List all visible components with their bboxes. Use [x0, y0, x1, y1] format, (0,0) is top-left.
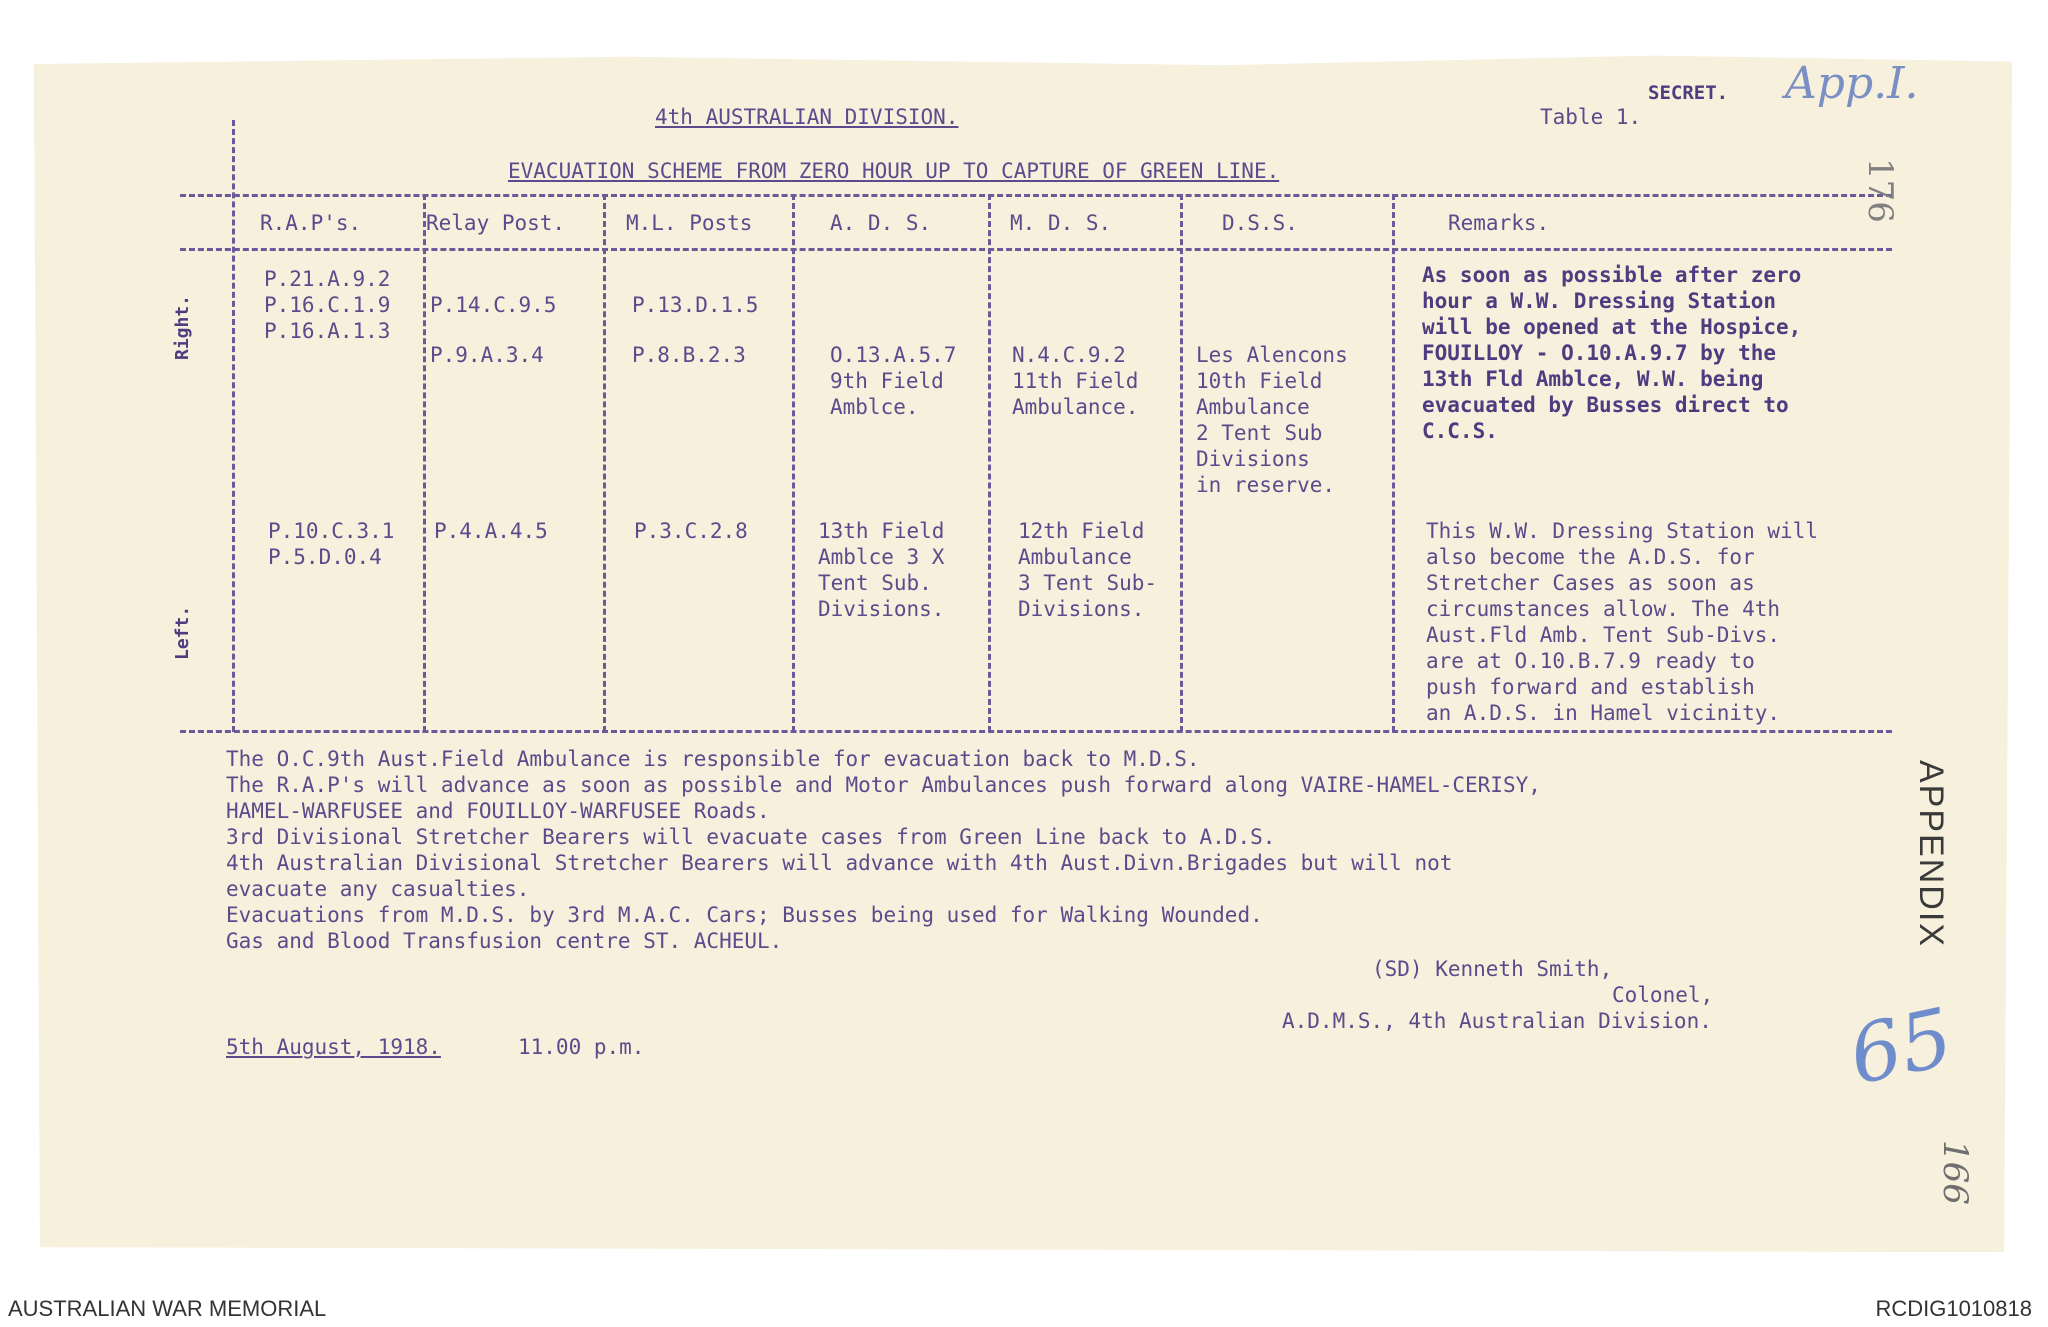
left-ml: P.3.C.2.8 [634, 519, 748, 543]
page-number-176: 176 [1860, 158, 1900, 223]
right-relay-1: P.14.C.9.5 [430, 293, 557, 317]
remarks-line: will be opened at the Hospice, [1422, 315, 1802, 339]
time-text: 11.00 p.m. [518, 1035, 645, 1059]
column-divider [988, 194, 991, 732]
page-number-166: 166 [1935, 1140, 1975, 1205]
ads-line: Amblce. [830, 395, 919, 419]
rap-entry: P.16.A.1.3 [264, 319, 391, 343]
note-line: HAMEL-WARFUSEE and FOUILLOY-WARFUSEE Roads. [226, 799, 770, 823]
remarks-line: push forward and establish [1426, 675, 1755, 699]
note-line: The R.A.P's will advance as soon as possible and Motor Ambulances push forward along VAIRE-HAMEL-CERISY, [226, 773, 1541, 797]
date-text: 5th August, 1918. [226, 1035, 441, 1059]
row-label-left: Left. [172, 605, 193, 660]
rap-entry: P.10.C.3.1 [268, 519, 395, 543]
remarks-line: an A.D.S. in Hamel vicinity. [1426, 701, 1781, 725]
remarks-line: This W.W. Dressing Station will [1426, 519, 1818, 543]
dss-line: Les Alencons [1196, 343, 1348, 367]
appendix-stamp: APPENDIX [1912, 760, 1950, 948]
note-line: 4th Australian Divisional Stretcher Bearers will advance with 4th Aust.Divn.Brigades but will not [226, 851, 1453, 875]
ads-line: Tent Sub. [818, 571, 932, 595]
signature-title: A.D.M.S., 4th Australian Division. [1282, 1009, 1712, 1033]
dss-line: Divisions [1196, 447, 1310, 471]
mds-line: Ambulance. [1012, 395, 1139, 419]
ads-line: Divisions. [818, 597, 945, 621]
mds-line: N.4.C.9.2 [1012, 343, 1126, 367]
column-divider [1180, 194, 1183, 732]
column-divider [1392, 194, 1395, 732]
dss-line: Ambulance [1196, 395, 1310, 419]
col-header-dss: D.S.S. [1222, 211, 1298, 235]
remarks-line: As soon as possible after zero [1422, 263, 1802, 287]
table-left-border [232, 120, 235, 732]
right-ml-1: P.13.D.1.5 [632, 293, 759, 317]
note-line: 3rd Divisional Stretcher Bearers will evacuate cases from Green Line back to A.D.S. [226, 825, 1276, 849]
dss-line: in reserve. [1196, 473, 1336, 497]
signature-rank: Colonel, [1612, 983, 1714, 1007]
table-header-border [180, 248, 1892, 251]
col-header-raps: R.A.P's. [260, 211, 362, 235]
remarks-line: are at O.10.B.7.9 ready to [1426, 649, 1755, 673]
left-relay: P.4.A.4.5 [434, 519, 548, 543]
note-line: Gas and Blood Transfusion centre ST. ACHEUL. [226, 929, 783, 953]
remarks-line: FOUILLOY - O.10.A.9.7 by the [1422, 341, 1777, 365]
ads-line: 13th Field [818, 519, 945, 543]
col-header-remarks: Remarks. [1448, 211, 1550, 235]
column-divider [603, 194, 606, 732]
table-bottom-border [180, 730, 1892, 733]
mds-line: 11th Field [1012, 369, 1139, 393]
remarks-line: also become the A.D.S. for [1426, 545, 1755, 569]
mds-line: 3 Tent Sub- [1018, 571, 1158, 595]
remarks-line: Aust.Fld Amb. Tent Sub-Divs. [1426, 623, 1781, 647]
remarks-line: 13th Fld Amblce, W.W. being [1422, 367, 1764, 391]
table-number: Table 1. [1540, 105, 1642, 129]
signature-name: (SD) Kenneth Smith, [1372, 957, 1613, 981]
footer-source: AUSTRALIAN WAR MEMORIAL [8, 1296, 327, 1321]
app-handwritten-note: App.I. [1785, 58, 1919, 109]
right-ml-2: P.8.B.2.3 [632, 343, 746, 367]
remarks-line: C.C.S. [1422, 419, 1498, 443]
note-line: evacuate any casualties. [226, 877, 530, 901]
remarks-line: evacuated by Busses direct to [1422, 393, 1789, 417]
column-divider [423, 194, 426, 732]
ads-line: O.13.A.5.7 [830, 343, 957, 367]
table-top-border [180, 194, 1892, 197]
footer-id: RCDIG1010818 [1875, 1296, 2032, 1321]
note-line: The O.C.9th Aust.Field Ambulance is responsible for evacuation back to M.D.S. [226, 747, 1200, 771]
mds-line: Ambulance [1018, 545, 1132, 569]
handwritten-65: 65 [1841, 990, 1961, 1103]
dss-line: 2 Tent Sub [1196, 421, 1323, 445]
col-header-ml-posts: M.L. Posts [626, 211, 753, 235]
rap-entry: P.5.D.0.4 [268, 545, 382, 569]
document-title: EVACUATION SCHEME FROM ZERO HOUR UP TO CAPTURE OF GREEN LINE. [508, 159, 1280, 183]
rap-entry: P.21.A.9.2 [264, 267, 391, 291]
remarks-line: circumstances allow. The 4th [1426, 597, 1781, 621]
col-header-mds: M. D. S. [1010, 211, 1112, 235]
row-label-right: Right. [172, 294, 193, 360]
ads-line: 9th Field [830, 369, 944, 393]
ads-line: Amblce 3 X [818, 545, 945, 569]
right-relay-2: P.9.A.3.4 [430, 343, 544, 367]
remarks-line: Stretcher Cases as soon as [1426, 571, 1755, 595]
mds-line: 12th Field [1018, 519, 1145, 543]
col-header-ads: A. D. S. [830, 211, 932, 235]
mds-line: Divisions. [1018, 597, 1145, 621]
rap-entry: P.16.C.1.9 [264, 293, 391, 317]
note-line: Evacuations from M.D.S. by 3rd M.A.C. Cars; Busses being used for Walking Wounded. [226, 903, 1263, 927]
division-heading: 4th AUSTRALIAN DIVISION. [655, 105, 959, 129]
column-divider [792, 194, 795, 732]
dss-line: 10th Field [1196, 369, 1323, 393]
secret-stamp: SECRET. [1648, 82, 1729, 104]
remarks-line: hour a W.W. Dressing Station [1422, 289, 1777, 313]
col-header-relay: Relay Post. [426, 211, 566, 235]
